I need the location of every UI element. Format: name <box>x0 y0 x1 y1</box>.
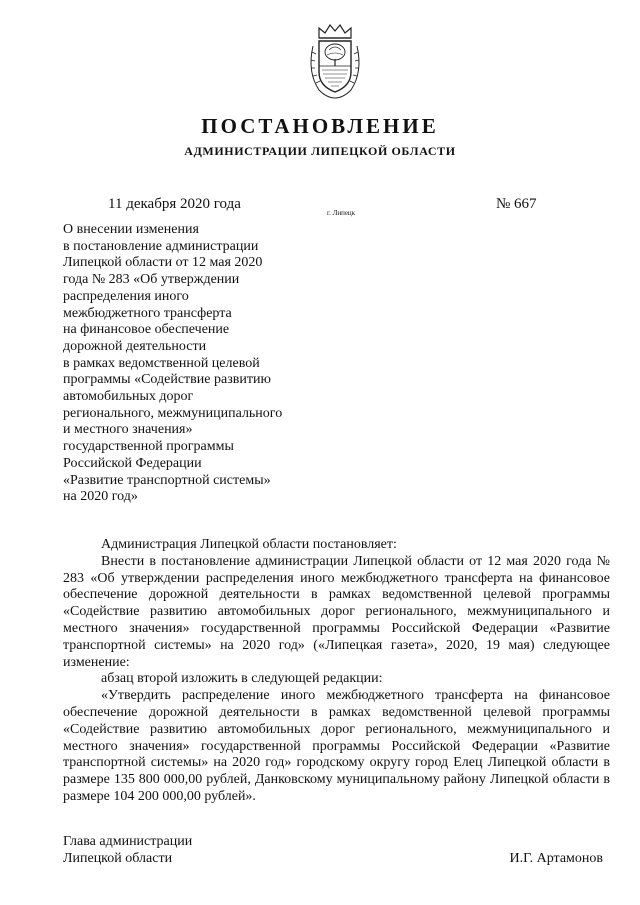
subject-line: автомобильных дорог <box>63 389 194 405</box>
subject-line: дорожной деятельности <box>63 338 207 354</box>
document-title: ПОСТАНОВЛЕНИЕ <box>201 114 439 138</box>
subject-line: распределения иного <box>63 288 189 304</box>
body-paragraph-instruction: абзац второй изложить в следующей редакции: <box>101 671 383 687</box>
subject-line: в рамках ведомственной целевой <box>63 355 260 371</box>
subject-line: О внесении изменения <box>63 222 199 237</box>
signature-name: И.Г. Артамонов <box>509 851 603 866</box>
subject-line: в постановление администрации <box>63 238 259 254</box>
document-subject <box>63 222 343 506</box>
subject-line: на финансовое обеспечение <box>63 322 230 338</box>
subject-line: программы «Содействие развитию <box>63 372 271 388</box>
document-date: 11 декабря 2020 года <box>108 196 241 212</box>
signature-position: Глава администрации <box>63 834 193 849</box>
signature-block <box>63 833 610 867</box>
body-paragraph-resolves: Администрация Липецкой области постановляет: <box>101 537 397 552</box>
document-city: г. Липецк <box>327 209 356 217</box>
subject-line: на 2020 год» <box>63 489 138 505</box>
document-subtitle: АДМИНИСТРАЦИИ ЛИПЕЦКОЙ ОБЛАСТИ <box>184 144 456 158</box>
document-body <box>63 537 610 806</box>
subject-line: Российской Федерации <box>63 455 202 471</box>
coat-of-arms-icon <box>305 22 365 100</box>
subject-line: года № 283 «Об утверждении <box>63 272 240 288</box>
subject-line: межбюджетного трансферта <box>63 305 232 321</box>
subject-line: «Развитие транспортной системы» <box>63 472 271 488</box>
subject-line: регионального, межмуниципального <box>63 405 283 421</box>
subject-line: государственной программы <box>63 439 234 455</box>
signature-region: Липецкой области <box>63 851 173 866</box>
subject-line: Липецкой области от 12 мая 2020 <box>63 255 263 271</box>
body-paragraph-amendment: Внести в постановление администрации Липецкой области от 12 мая 2020 года № 283 «Об утверждении распределения иного межбюджетного трансферта на финансовое обеспечение дорожной деятельности в рамках ведомственной целевой программы «Содействие развитию автомобильных дорог регионального, межмуниципального и местного значения» государственной программы Российской Федерации «Развитие транспортной системы» на 2020 год» («Липецкая газета», 2020, 19 мая) следующее изменение: <box>63 553 610 670</box>
document-number: № 667 <box>496 196 537 212</box>
body-paragraph-new-text: «Утвердить распределение иного межбюджетного трансферта на финансовое обеспечение дорожной деятельности в рамках ведомственной целевой программы «Содействие развитию автомобильных дорог регионального, межмуниципального и местного значения» государственной программы Российской Федерации «Развитие транспортной системы» на 2020 год» городскому округу город Елец Липецкой области в размере 135 800 000,00 рублей, Данковскому муниципальному району Липецкой области в размере 104 200 000,00 рублей». <box>63 688 610 804</box>
subject-line: и местного значения» <box>63 422 193 438</box>
